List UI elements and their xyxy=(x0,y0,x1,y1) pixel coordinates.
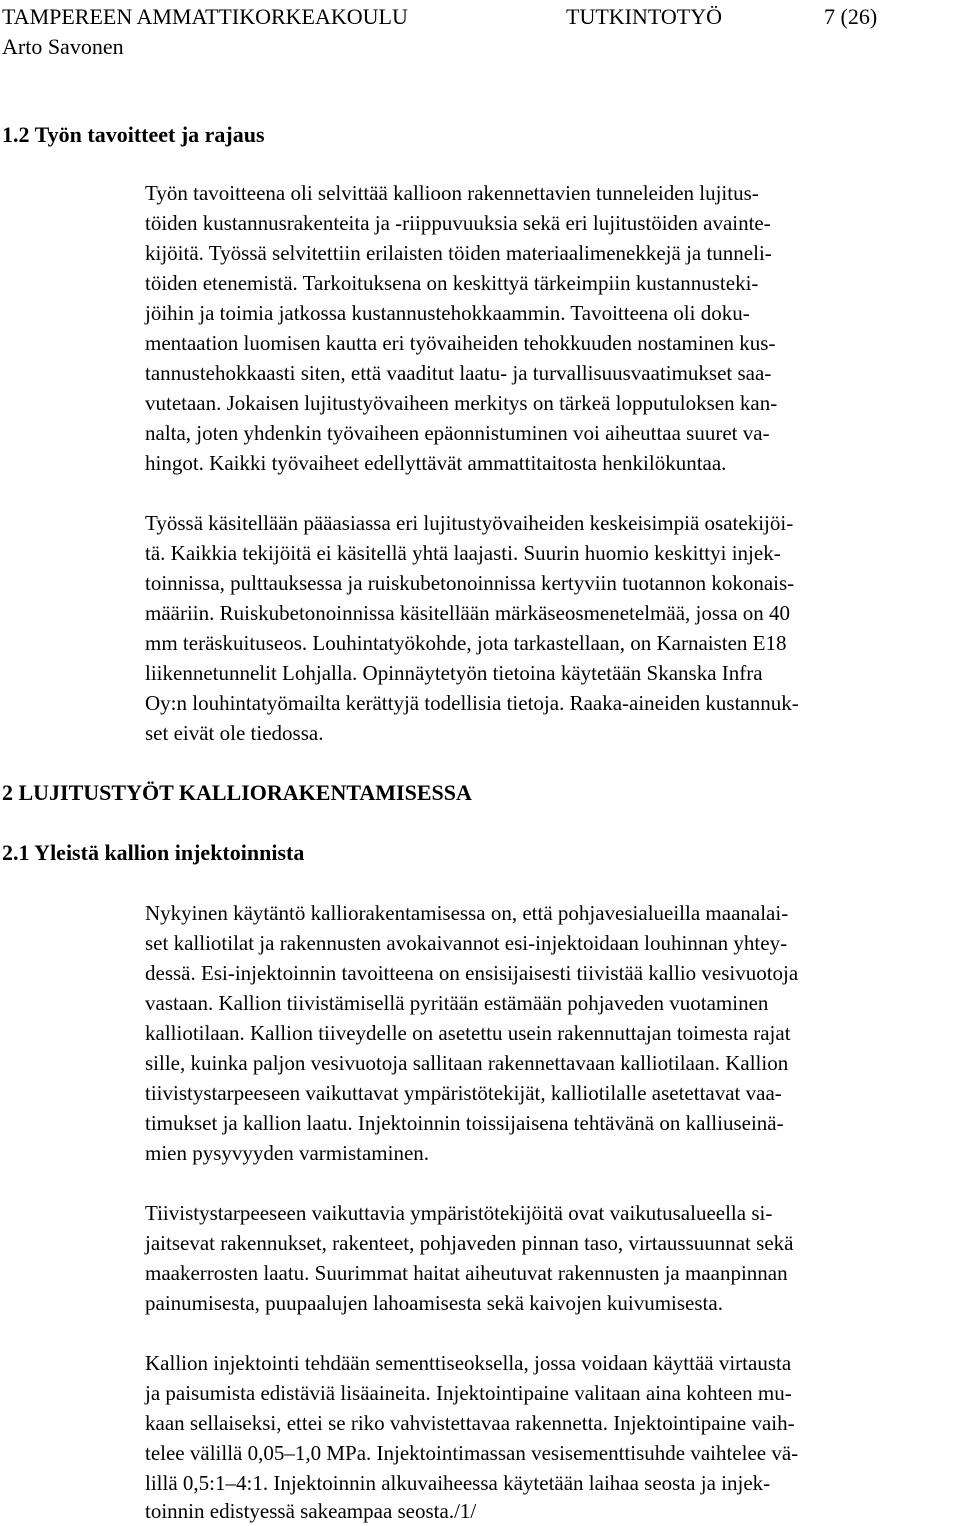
text-line: tannustehokkaasti siten, että vaaditut laatu- ja turvallisuusvaatimukset saa- xyxy=(145,361,772,385)
text-line: mien pysyvyyden varmistaminen. xyxy=(145,1141,430,1165)
text-line: kijöitä. Työssä selvitettiin erilaisten töiden materiaalimenekkejä ja tunneli- xyxy=(145,241,772,265)
text-line: jaitsevat rakennukset, rakenteet, pohjaveden pinnan taso, virtaussuunnat sekä xyxy=(145,1231,794,1255)
text-line: set eivät ole tiedossa. xyxy=(145,721,324,745)
text-line: lillä 0,5:1–4:1. Injektoinnin alkuvaiheessa käytetään laihaa seosta ja injek- xyxy=(145,1471,771,1495)
text-line: telee välillä 0,05–1,0 MPa. Injektointimassan vesisementtisuhde vaihtelee vä- xyxy=(145,1441,799,1465)
text-line: Tiivistystarpeeseen vaikuttavia ympäristötekijöitä ovat vaikutusalueella si- xyxy=(145,1201,773,1225)
text-line: tiivistystarpeeseen vaikuttavat ympäristötekijät, kalliotilalle asetettavat vaa- xyxy=(145,1081,782,1105)
text-line: maakerrosten laatu. Suurimmat haitat aiheutuvat rakennusten ja maanpinnan xyxy=(145,1261,788,1285)
text-line: hingot. Kaikki työvaiheet edellyttävät ammattitaitosta henkilökuntaa. xyxy=(145,451,727,475)
text-line: Työssä käsitellään pääasiassa eri lujitustyövaiheiden keskeisimpiä osatekijöi- xyxy=(145,511,794,535)
text-line: toinnin edistyessä sakeampaa seosta./1/ xyxy=(145,1499,477,1523)
text-line: set kalliotilat ja rakennusten avokaivannot esi-injektoidaan louhinnan yhtey- xyxy=(145,931,788,955)
text-line: kaan sellaiseksi, ettei se riko vahvistettavaa rakennetta. Injektointipaine vaih- xyxy=(145,1411,795,1435)
text-line: dessä. Esi-injektoinnin tavoitteena on ensisijaisesti tiivistää kallio vesivuotoja xyxy=(145,961,799,985)
section-heading-1-2: 1.2 Työn tavoitteet ja rajaus xyxy=(2,122,265,147)
header-doc-type: TUTKINTOTYÖ xyxy=(566,4,723,29)
text-line: kalliotilaan. Kallion tiiveydelle on asetettu usein rakennuttajan toimesta rajat xyxy=(145,1021,791,1045)
section-heading-2-1: 2.1 Yleistä kallion injektoinnista xyxy=(2,840,305,865)
header-institution: TAMPEREEN AMMATTIKORKEAKOULU xyxy=(2,4,408,29)
text-line: nalta, joten yhdenkin työvaiheen epäonnistuminen voi aiheuttaa suuret va- xyxy=(145,421,770,445)
text-line: mentaation luomisen kautta eri työvaiheiden tehokkuuden nostaminen kus- xyxy=(145,331,776,355)
text-line: vutetaan. Jokaisen lujitustyövaiheen merkitys on tärkeä lopputuloksen kan- xyxy=(145,391,778,415)
text-line: Oy:n louhintatyömailta kerättyjä todellisia tietoja. Raaka-aineiden kustannuk- xyxy=(145,691,799,715)
chapter-heading-2: 2 LUJITUSTYÖT KALLIORAKENTAMISESSA xyxy=(2,780,472,805)
text-line: Nykyinen käytäntö kalliorakentamisessa on, että pohjavesialueilla maanalai- xyxy=(145,901,789,925)
text-line: sille, kuinka paljon vesivuotoja sallitaan rakennettavaan kalliotilaan. Kallion xyxy=(145,1051,789,1075)
text-line: tä. Kaikkia tekijöitä ei käsitellä yhtä laajasti. Suurin huomio keskittyi injek- xyxy=(145,541,781,565)
text-line: määriin. Ruiskubetonoinnissa käsitellään märkäseosmenetelmää, jossa on 40 xyxy=(145,601,791,625)
header-author: Arto Savonen xyxy=(2,34,124,59)
text-line: jöihin ja toimia jatkossa kustannustehokkaammin. Tavoitteena oli doku- xyxy=(145,301,750,325)
text-line: töiden etenemistä. Tarkoituksena on keskittyä tärkeimpiin kustannusteki- xyxy=(145,271,759,295)
text-line: Työn tavoitteena oli selvittää kallioon rakennettavien tunneleiden lujitus- xyxy=(145,181,759,205)
text-line: töiden kustannusrakenteita ja -riippuvuuksia sekä eri lujitustöiden avainte- xyxy=(145,211,771,235)
text-line: timukset ja kallion laatu. Injektoinnin toissijaisena tehtävänä on kalliuseinä- xyxy=(145,1111,784,1135)
text-line: liikennetunnelit Lohjalla. Opinnäytetyön tietoina käytetään Skanska Infra xyxy=(145,661,763,685)
header-page-number: 7 (26) xyxy=(824,4,878,29)
text-line: vastaan. Kallion tiivistämisellä pyritään estämään pohjaveden vuotaminen xyxy=(145,991,769,1015)
text-line: mm teräskuituseos. Louhintatyökohde, jota tarkastellaan, on Karnaisten E18 xyxy=(145,631,787,655)
text-line: Kallion injektointi tehdään sementtiseoksella, jossa voidaan käyttää virtausta xyxy=(145,1351,792,1375)
text-line: painumisesta, puupaalujen lahoamisesta sekä kaivojen kuivumisesta. xyxy=(145,1291,723,1315)
text-line: toinnissa, pulttauksessa ja ruiskubetonoinnissa kertyviin tuotannon kokonais- xyxy=(145,571,795,595)
text-line: ja paisumista edistäviä lisäaineita. Injektointipaine valitaan aina kohteen mu- xyxy=(145,1381,792,1405)
